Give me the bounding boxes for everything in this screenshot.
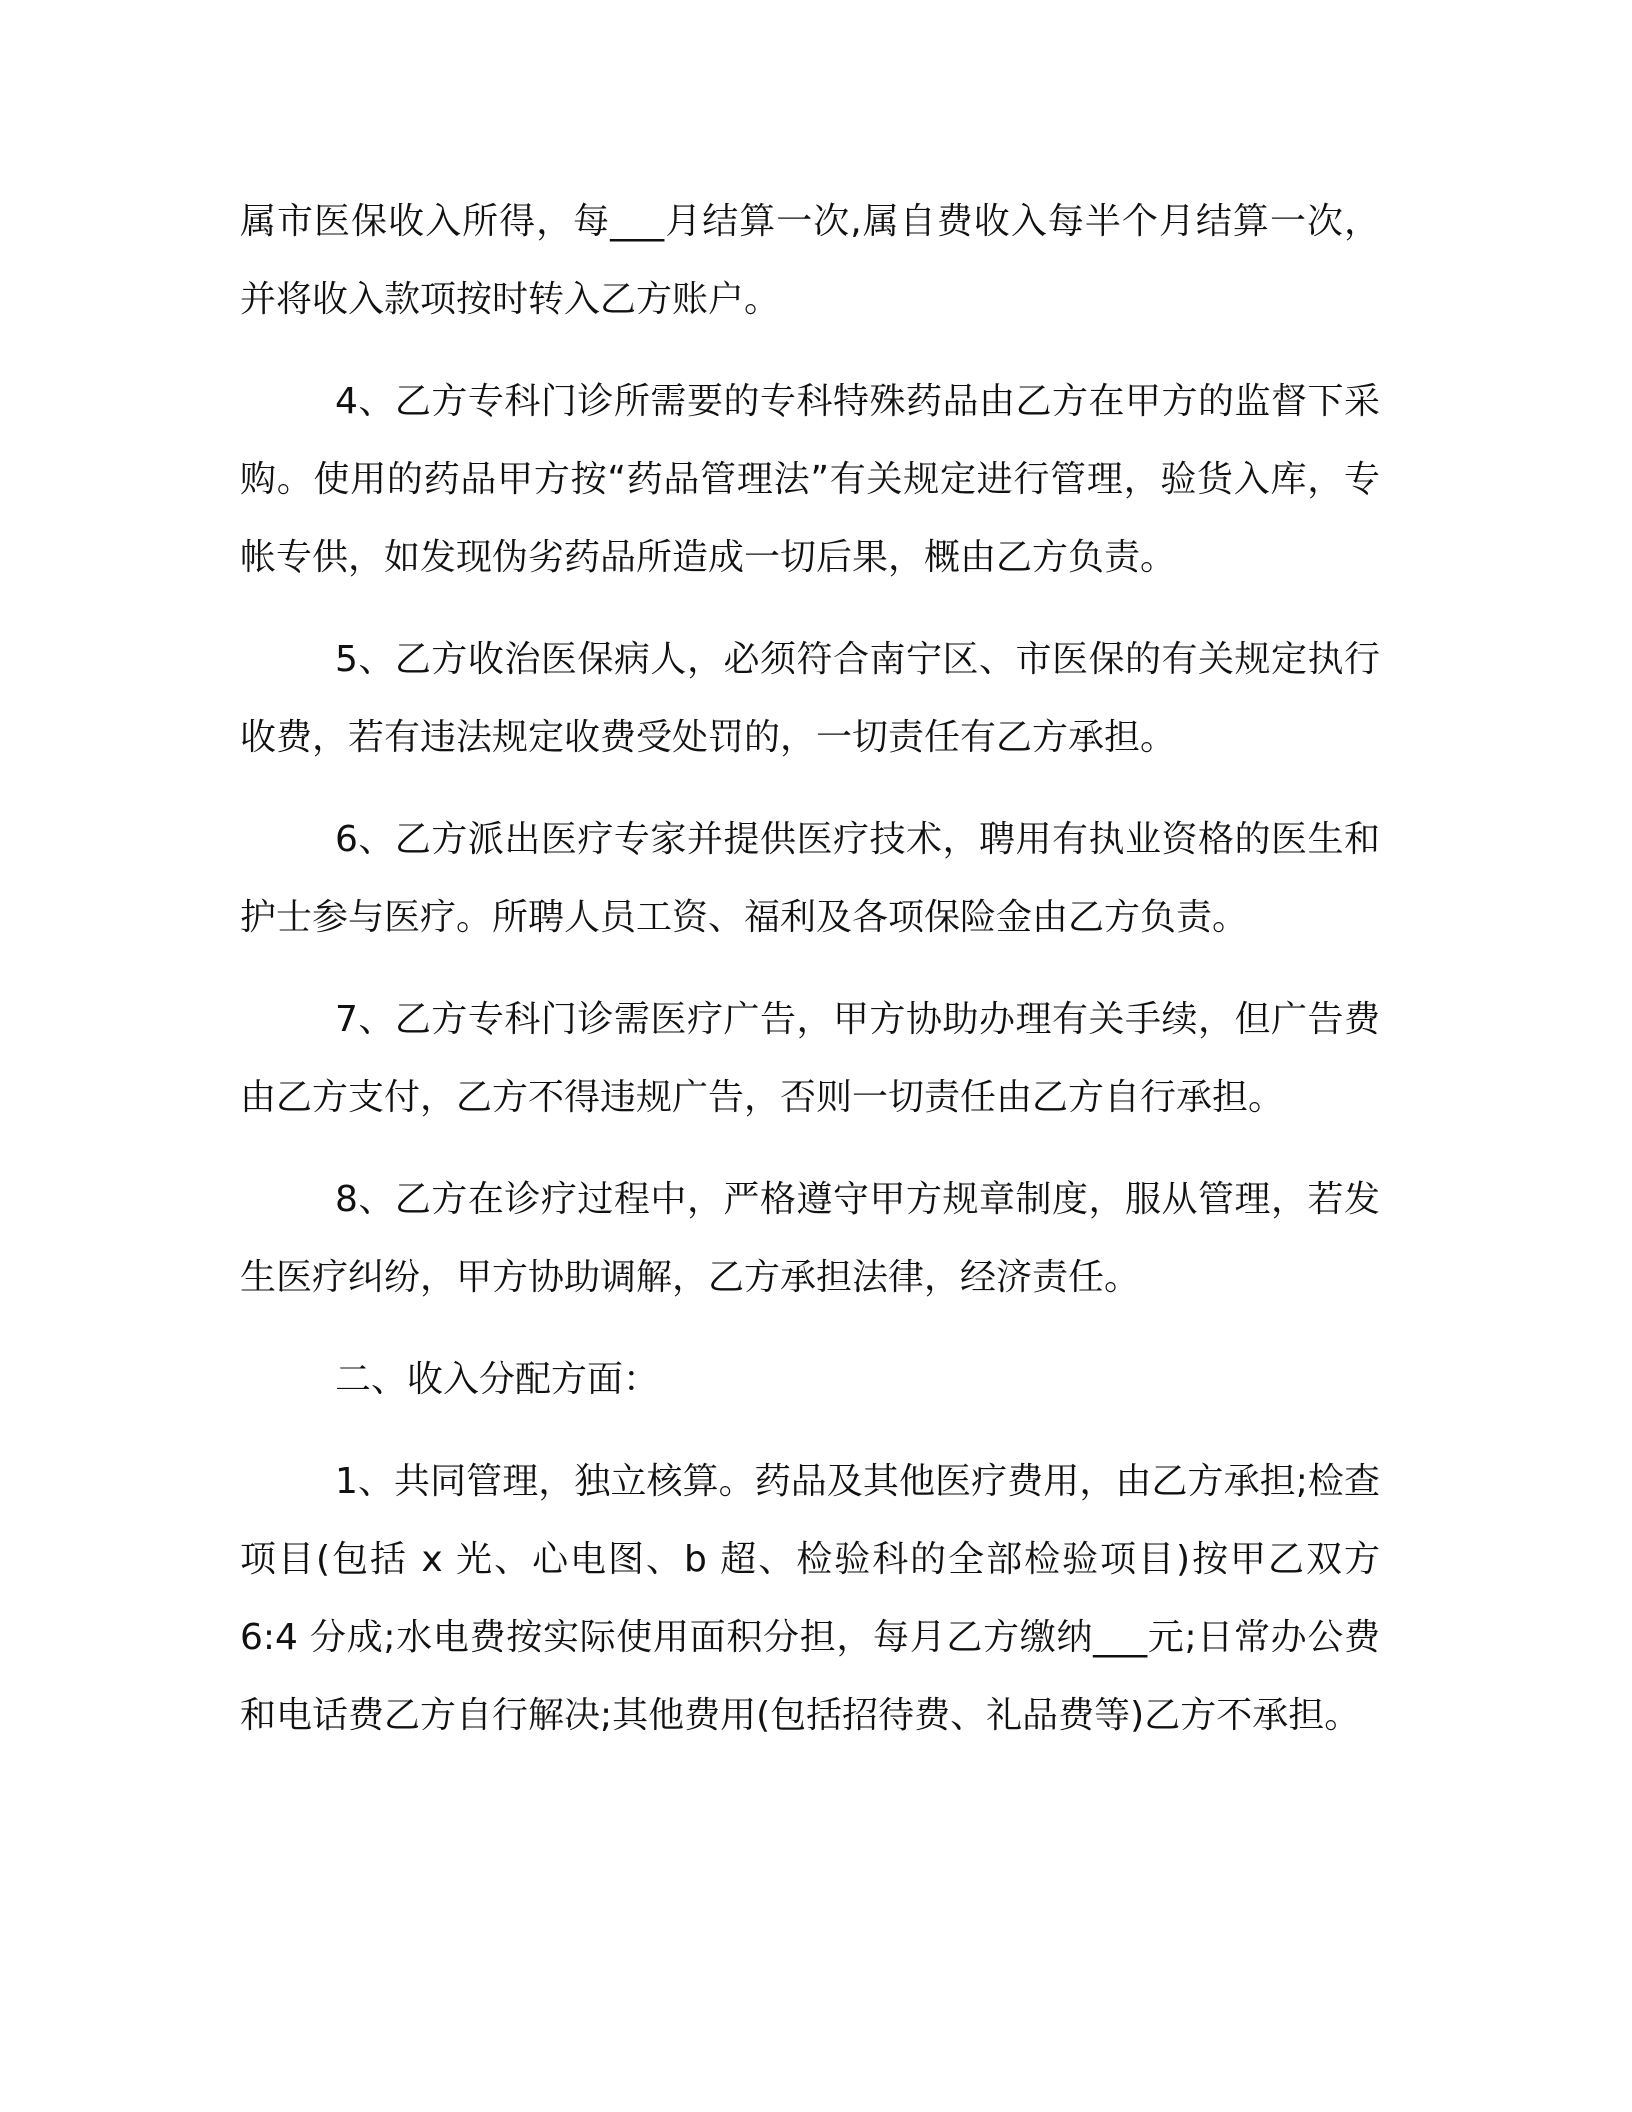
paragraph-item-5: 5、乙方收治医保病人，必须符合南宁区、市医保的有关规定执行收费，若有违法规定收费受处罚的，一切责任有乙方承担。 — [240, 639, 1380, 758]
paragraph-item-6: 6、乙方派出医疗专家并提供医疗技术，聘用有执业资格的医生和护士参与医疗。所聘人员工资、福利及各项保险金由乙方负责。 — [240, 819, 1380, 938]
paragraph-income-item-1: 1、共同管理，独立核算。药品及其他医疗费用，由乙方承担;检查项目(包括 x 光、心电图、b 超、检验科的全部检验项目)按甲乙双方 6:4 分成;水电费按实际使用面积分担，每月乙方缴纳___元;日常办公费和电话费乙方自行解决;其他费用(包括招待费、礼品费等)乙方不承担。 — [240, 1461, 1380, 1736]
paragraph-item-8: 8、乙方在诊疗过程中，严格遵守甲方规章制度，服从管理，若发生医疗纠纷，甲方协助调解，乙方承担法律，经济责任。 — [240, 1179, 1380, 1298]
section-heading-income-distribution: 二、收入分配方面： — [335, 1359, 660, 1400]
document-body — [240, 183, 1380, 1779]
paragraph-continuation: 属市医保收入所得，每___月结算一次,属自费收入每半个月结算一次，并将收入款项按时转入乙方账户。 — [240, 201, 1380, 320]
paragraph-item-4: 4、乙方专科门诊所需要的专科特殊药品由乙方在甲方的监督下采购。使用的药品甲方按“药品管理法”有关规定进行管理，验货入库，专帐专供，如发现伪劣药品所造成一切后果，概由乙方负责。 — [240, 381, 1380, 578]
paragraph-item-7: 7、乙方专科门诊需医疗广告，甲方协助办理有关手续，但广告费由乙方支付，乙方不得违规广告，否则一切责任由乙方自行承担。 — [240, 999, 1380, 1118]
